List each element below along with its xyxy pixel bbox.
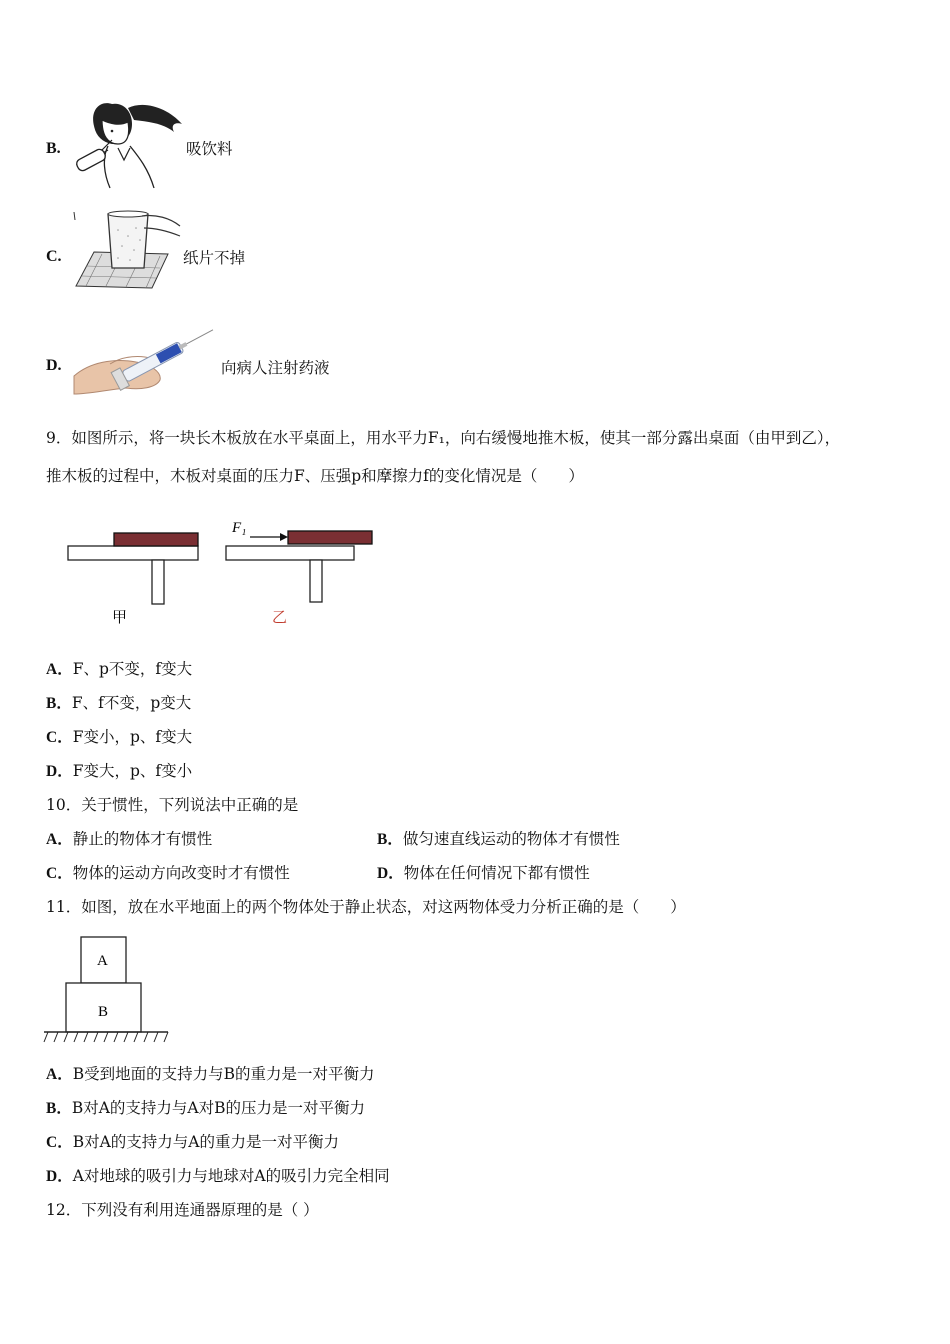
question-9-option-a: A．F、p不变，f变大 bbox=[46, 660, 193, 678]
question-9-stem-line1: 9．如图所示，将一块长木板放在水平桌面上，用水平力F₁，向右缓慢地推木板，使其一部分露出桌面（由甲到乙）， bbox=[46, 429, 841, 447]
question-9-option-b: B．F、f不变，p变大 bbox=[46, 694, 192, 712]
board-push-figure bbox=[60, 516, 380, 628]
question-11-stem: 11．如图，放在水平地面上的两个物体处于静止状态，对这两物体受力分析正确的是（ ） bbox=[46, 898, 686, 916]
option-text: 纸片不掉 bbox=[183, 249, 246, 267]
figure-label-yi: 乙 bbox=[272, 608, 288, 626]
force-label: F₁ bbox=[232, 520, 247, 536]
cup-paper-illustration bbox=[72, 210, 182, 290]
question-10-option-b: B．做匀速直线运动的物体才有惯性 bbox=[377, 830, 620, 848]
option-text: 吸饮料 bbox=[186, 140, 233, 158]
question-10-option-c: C．物体的运动方向改变时才有惯性 bbox=[46, 864, 290, 882]
drinking-girl-illustration bbox=[72, 98, 187, 190]
question-10-stem: 10．关于惯性，下列说法中正确的是 bbox=[46, 796, 299, 814]
question-12-stem: 12．下列没有利用连通器原理的是（ ） bbox=[46, 1201, 319, 1219]
question-11-option-a: A．B受到地面的支持力与B的重力是一对平衡力 bbox=[46, 1065, 375, 1083]
option-label: C. bbox=[46, 248, 62, 265]
question-9-option-c: C．F变小，p、f变大 bbox=[46, 728, 193, 746]
question-9-stem-line2: 推木板的过程中，木板对桌面的压力F、压强p和摩擦力f的变化情况是（ ） bbox=[46, 467, 584, 485]
question-11-option-b: B．B对A的支持力与A对B的压力是一对平衡力 bbox=[46, 1099, 366, 1117]
stacked-blocks-figure bbox=[44, 934, 170, 1048]
syringe-illustration bbox=[70, 318, 220, 396]
option-label: B. bbox=[46, 140, 61, 157]
question-10-option-a: A．静止的物体才有惯性 bbox=[46, 830, 213, 848]
block-b-label: B bbox=[98, 1004, 109, 1020]
question-9-option-d: D．F变大，p、f变小 bbox=[46, 762, 193, 780]
question-11-option-c: C．B对A的支持力与A的重力是一对平衡力 bbox=[46, 1133, 339, 1151]
option-label: D. bbox=[46, 357, 62, 374]
question-10-option-d: D．物体在任何情况下都有惯性 bbox=[377, 864, 590, 882]
question-11-option-d: D．A对地球的吸引力与地球对A的吸引力完全相同 bbox=[46, 1167, 390, 1185]
option-text: 向病人注射药液 bbox=[221, 359, 330, 377]
figure-label-jia: 甲 bbox=[112, 608, 128, 626]
block-a-label: A bbox=[97, 953, 108, 969]
